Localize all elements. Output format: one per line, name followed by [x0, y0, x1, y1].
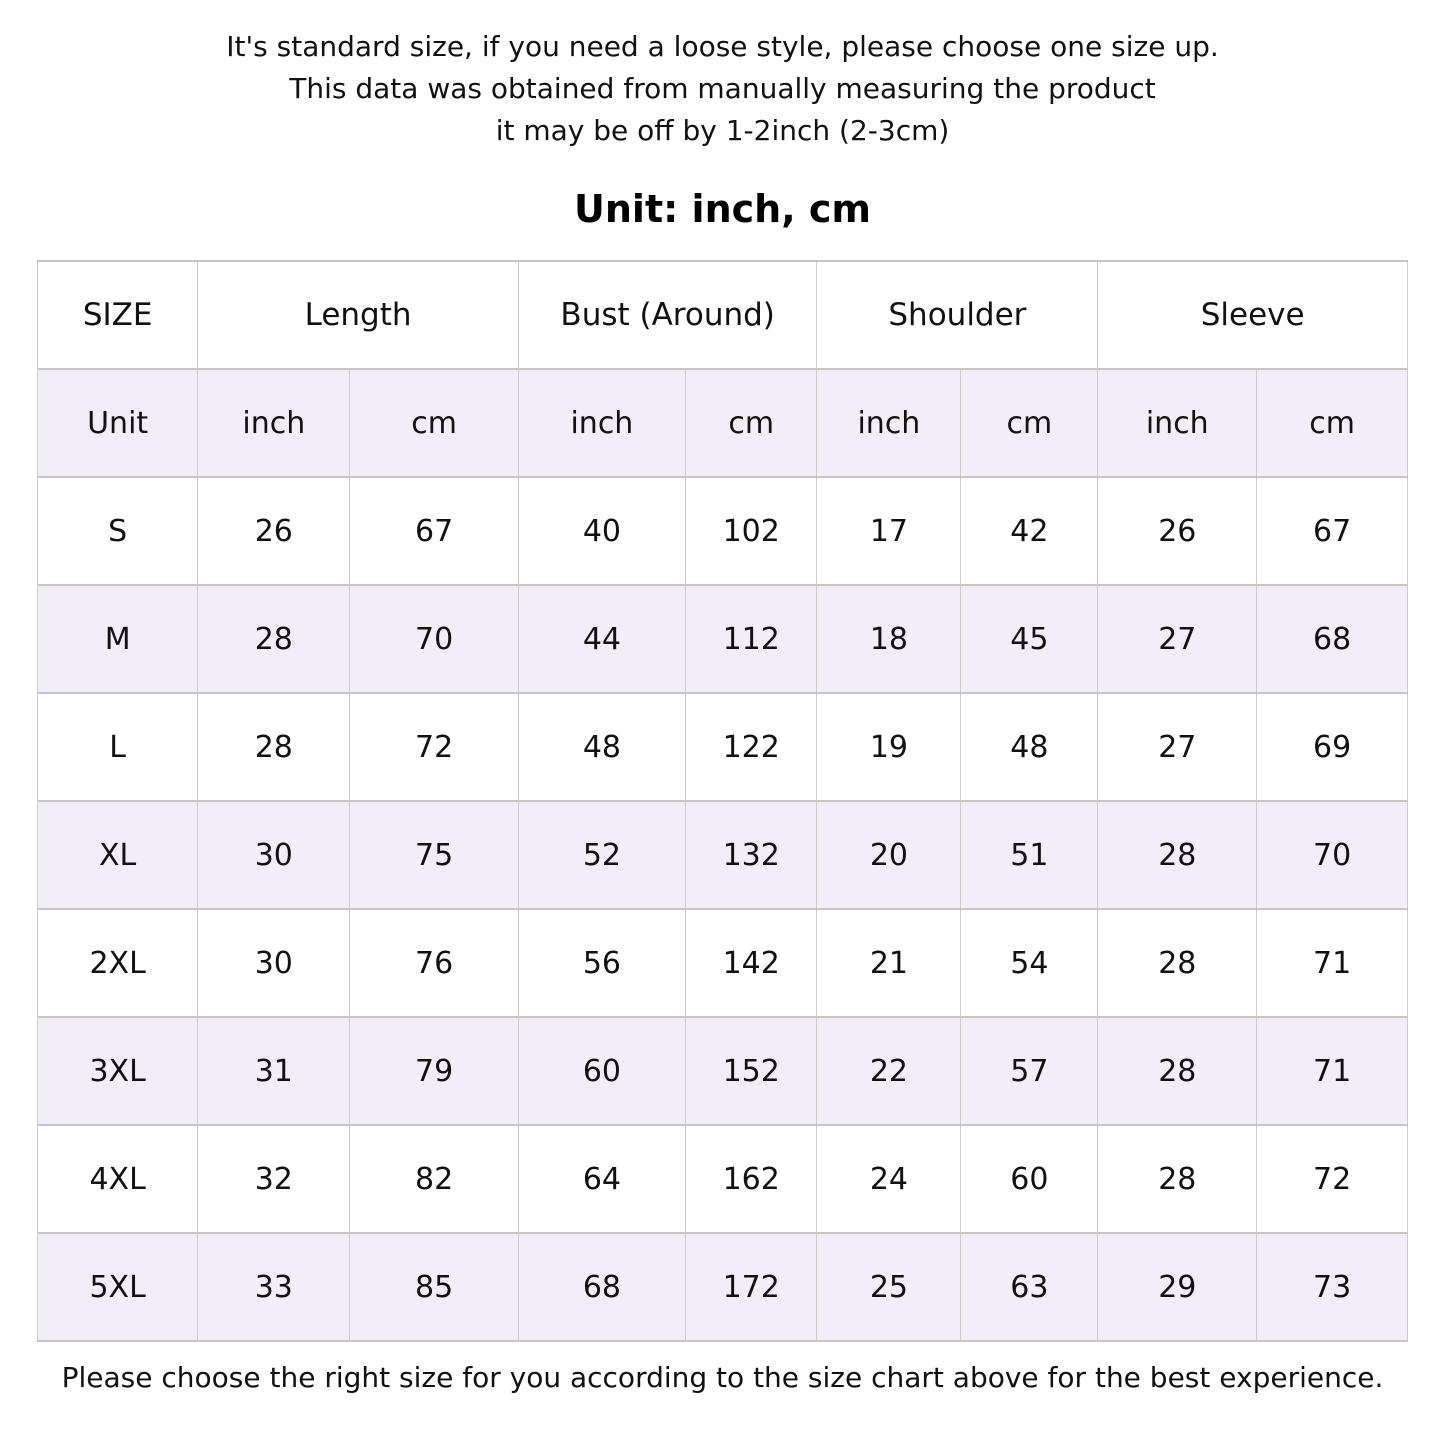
size-label: L — [38, 693, 198, 801]
measurement-value: 72 — [1257, 1125, 1408, 1233]
measurement-value: 51 — [961, 801, 1098, 909]
table-header-row — [38, 261, 1408, 369]
footer-note: Please choose the right size for you according to the size chart above for the best experience. — [61, 1361, 1384, 1394]
size-label: S — [38, 477, 198, 585]
size-row-5XL — [38, 1233, 1408, 1341]
measurement-value: 142 — [685, 909, 817, 1017]
unit-cell-length-cm: cm — [350, 369, 519, 477]
measurement-value: 20 — [817, 801, 961, 909]
size-row-4XL — [38, 1125, 1408, 1233]
unit-cell-shoulder-inch: inch — [817, 369, 961, 477]
size-chart-table — [37, 260, 1408, 1342]
size-note-line-2: This data was obtained from manually measuring the product — [289, 72, 1156, 105]
unit-row-label: Unit — [38, 369, 198, 477]
size-note-line-1: It's standard size, if you need a loose style, please choose one size up. — [226, 30, 1219, 63]
measurement-value: 32 — [198, 1125, 350, 1233]
measurement-value: 31 — [198, 1017, 350, 1125]
measurement-value: 28 — [198, 585, 350, 693]
unit-cell-sleeve-inch: inch — [1098, 369, 1257, 477]
measurement-value: 112 — [685, 585, 817, 693]
measurement-value: 48 — [961, 693, 1098, 801]
measurement-value: 17 — [817, 477, 961, 585]
measurement-value: 27 — [1098, 585, 1257, 693]
measurement-value: 28 — [1098, 801, 1257, 909]
measurement-value: 28 — [198, 693, 350, 801]
column-header-bust: Bust (Around) — [518, 261, 817, 369]
measurement-value: 122 — [685, 693, 817, 801]
measurement-value: 26 — [1098, 477, 1257, 585]
measurement-value: 33 — [198, 1233, 350, 1341]
size-row-L — [38, 693, 1408, 801]
measurement-value: 162 — [685, 1125, 817, 1233]
measurement-value: 45 — [961, 585, 1098, 693]
size-label: 2XL — [38, 909, 198, 1017]
size-label: 5XL — [38, 1233, 198, 1341]
measurement-value: 29 — [1098, 1233, 1257, 1341]
measurement-value: 71 — [1257, 909, 1408, 1017]
measurement-value: 18 — [817, 585, 961, 693]
measurement-value: 27 — [1098, 693, 1257, 801]
size-label: 4XL — [38, 1125, 198, 1233]
size-row-M — [38, 585, 1408, 693]
size-label: 3XL — [38, 1017, 198, 1125]
size-rows — [38, 477, 1408, 1341]
measurement-value: 26 — [198, 477, 350, 585]
size-row-XL — [38, 801, 1408, 909]
measurement-value: 56 — [518, 909, 685, 1017]
measurement-value: 69 — [1257, 693, 1408, 801]
measurement-value: 76 — [350, 909, 519, 1017]
measurement-value: 73 — [1257, 1233, 1408, 1341]
measurement-value: 40 — [518, 477, 685, 585]
measurement-value: 42 — [961, 477, 1098, 585]
measurement-value: 25 — [817, 1233, 961, 1341]
unit-cell-length-inch: inch — [198, 369, 350, 477]
measurement-value: 28 — [1098, 909, 1257, 1017]
measurement-value: 68 — [1257, 585, 1408, 693]
size-row-2XL — [38, 909, 1408, 1017]
size-note-line-3: it may be off by 1-2inch (2-3cm) — [495, 114, 950, 147]
measurement-value: 70 — [350, 585, 519, 693]
measurement-value: 152 — [685, 1017, 817, 1125]
measurement-value: 60 — [961, 1125, 1098, 1233]
column-header-length: Length — [198, 261, 519, 369]
unit-cell-shoulder-cm: cm — [961, 369, 1098, 477]
measurement-value: 64 — [518, 1125, 685, 1233]
measurement-value: 72 — [350, 693, 519, 801]
measurement-value: 67 — [350, 477, 519, 585]
measurement-value: 85 — [350, 1233, 519, 1341]
size-note — [0, 0, 1445, 152]
size-row-S — [38, 477, 1408, 585]
unit-title: Unit: inch, cm — [574, 187, 871, 231]
measurement-value: 132 — [685, 801, 817, 909]
measurement-value: 28 — [1098, 1017, 1257, 1125]
measurement-value: 67 — [1257, 477, 1408, 585]
measurement-value: 68 — [518, 1233, 685, 1341]
measurement-value: 52 — [518, 801, 685, 909]
measurement-value: 24 — [817, 1125, 961, 1233]
measurement-value: 19 — [817, 693, 961, 801]
size-row-3XL — [38, 1017, 1408, 1125]
unit-cell-sleeve-cm: cm — [1257, 369, 1408, 477]
measurement-value: 172 — [685, 1233, 817, 1341]
unit-cell-bust-cm: cm — [685, 369, 817, 477]
measurement-value: 30 — [198, 909, 350, 1017]
measurement-value: 71 — [1257, 1017, 1408, 1125]
measurement-value: 82 — [350, 1125, 519, 1233]
measurement-value: 102 — [685, 477, 817, 585]
measurement-value: 44 — [518, 585, 685, 693]
unit-row — [38, 369, 1408, 477]
measurement-value: 30 — [198, 801, 350, 909]
measurement-value: 57 — [961, 1017, 1098, 1125]
column-header-size: SIZE — [38, 261, 198, 369]
size-label: M — [38, 585, 198, 693]
measurement-value: 70 — [1257, 801, 1408, 909]
measurement-value: 22 — [817, 1017, 961, 1125]
measurement-value: 54 — [961, 909, 1098, 1017]
measurement-value: 48 — [518, 693, 685, 801]
size-label: XL — [38, 801, 198, 909]
measurement-value: 75 — [350, 801, 519, 909]
column-header-sleeve: Sleeve — [1098, 261, 1408, 369]
measurement-value: 79 — [350, 1017, 519, 1125]
column-header-shoulder: Shoulder — [817, 261, 1098, 369]
measurement-value: 21 — [817, 909, 961, 1017]
unit-cell-bust-inch: inch — [518, 369, 685, 477]
measurement-value: 63 — [961, 1233, 1098, 1341]
measurement-value: 28 — [1098, 1125, 1257, 1233]
measurement-value: 60 — [518, 1017, 685, 1125]
